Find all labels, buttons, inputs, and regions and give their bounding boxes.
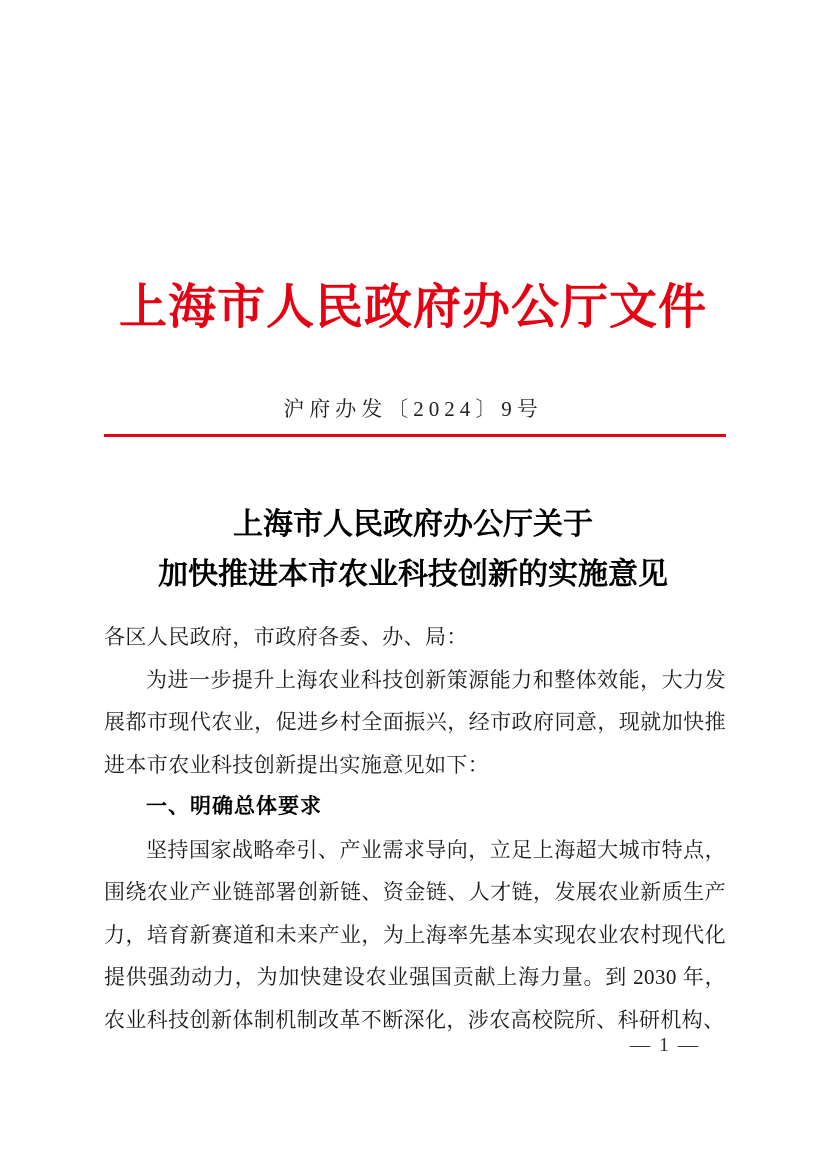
- document-title: [0, 500, 826, 600]
- letterhead-org-title: 上海市人民政府办公厅文件: [118, 281, 707, 334]
- document-number: 沪府办发〔2024〕9号: [283, 397, 543, 421]
- document-title-line1: 上海市人民政府办公厅关于: [233, 508, 593, 541]
- section-heading: 一、明确总体要求: [146, 795, 322, 818]
- body-paragraph: 为进一步提升上海农业科技创新策源能力和整体效能，大力发展都市现代农业，促进乡村全面振兴，经市政府同意，现就加快推进本市农业科技创新提出实施意见如下：: [104, 667, 726, 777]
- document-title-line2: 加快推进本市农业科技创新的实施意见: [158, 558, 668, 591]
- page-number: — 1 —: [630, 1034, 700, 1056]
- red-divider-line: [104, 434, 726, 437]
- document-body: [104, 616, 726, 1041]
- salutation: 各区人民政府，市政府各委、办、局：: [104, 625, 468, 649]
- body-paragraph: 坚持国家战略牵引、产业需求导向，立足上海超大城市特点，围绕农业产业链部署创新链、资金链、人才链，发展农业新质生产力，培育新赛道和未来产业，为上海率先基本实现农业农村现代化提供强劲动力，为加快建设农业强国贡献上海力量。到 2030 年，农业科技创新体制机制改革不断深化，涉农高校院所、科研机构、: [104, 837, 726, 1032]
